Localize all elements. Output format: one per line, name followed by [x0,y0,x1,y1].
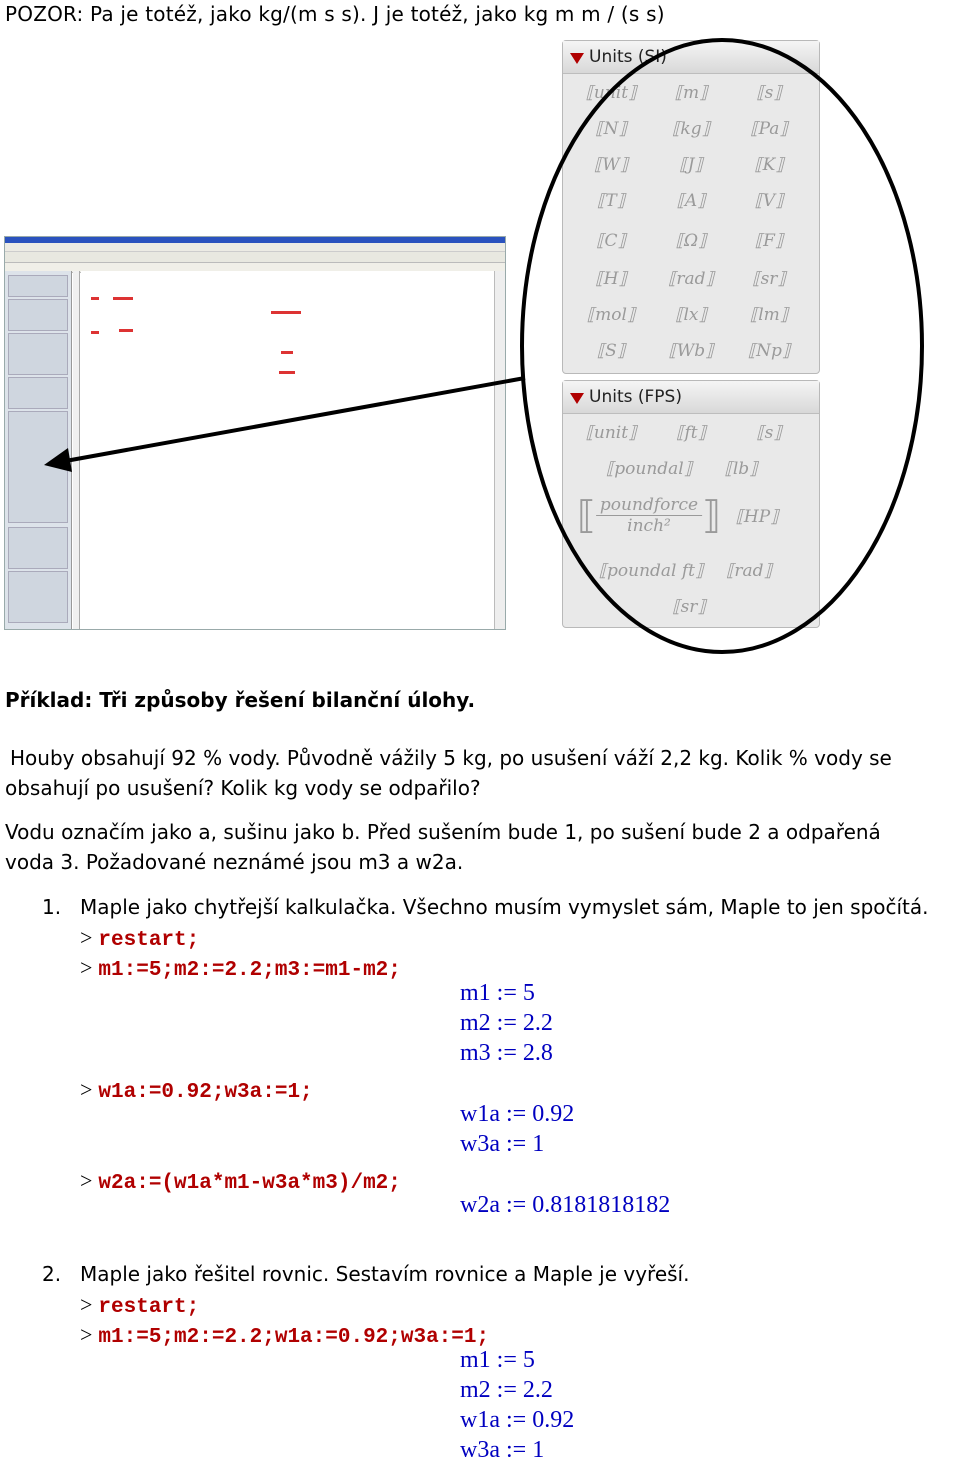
maple-output: w1a := 0.92 [460,1101,575,1127]
unit-button[interactable]: ⟦HP⟧ [735,507,779,527]
unit-button[interactable]: ⟦poundal⟧ [605,459,693,479]
maple-output: w2a := 0.8181818182 [460,1192,671,1218]
maple-output: w1a := 0.92 [460,1407,575,1433]
unit-button[interactable]: ⟦Np⟧ [747,341,791,361]
unit-button[interactable]: ⟦N⟧ [595,119,627,139]
unit-button[interactable]: ⟦F⟧ [754,231,784,251]
unit-button[interactable]: ⟦A⟧ [676,191,706,211]
maple-command: > w1a:=0.92;w3a:=1; [80,1077,313,1104]
annotation-overlay [0,0,960,700]
pointer-arrow-line [60,378,525,462]
maple-command: > m1:=5;m2:=2.2;w1a:=0.92;w3a:=1; [80,1322,490,1349]
maple-output: m1 := 5 [460,980,535,1006]
unit-button[interactable]: ⟦unit⟧ [585,83,637,103]
maple-command: > w2a:=(w1a*m1-w3a*m3)/m2; [80,1168,401,1195]
pointer-arrow-head [44,448,72,472]
unit-button[interactable]: ⟦T⟧ [596,191,626,211]
unit-button[interactable]: ⟦m⟧ [674,83,708,103]
unit-button[interactable]: ⟦Ω⟧ [675,231,707,251]
maple-output: w3a := 1 [460,1131,545,1157]
maple-command: > restart; [80,925,200,952]
item-2-text: Maple jako řešitel rovnic. Sestavím rovnice a Maple je vyřeší. [80,1262,690,1286]
unit-button[interactable]: ⟦sr⟧ [752,269,786,289]
unit-button[interactable]: ⟦rad⟧ [726,561,772,581]
unit-button[interactable]: ⟦S⟧ [596,341,626,361]
problem-line-1: Houby obsahují 92 % vody. Původně vážily 5 kg, po usušení váží 2,2 kg. Kolik % vody se [10,746,892,770]
unit-button[interactable]: ⟦ft⟧ [676,423,706,443]
unit-button[interactable]: ⟦mol⟧ [586,305,636,325]
unit-button[interactable]: ⟦s⟧ [756,423,782,443]
problem-line-2: obsahují po usušení? Kolik kg vody se odpařilo? [5,776,481,800]
unit-button[interactable]: ⟦lx⟧ [675,305,707,325]
unit-button[interactable]: ⟦lb⟧ [724,459,758,479]
item-1-text: Maple jako chytřejší kalkulačka. Všechno musím vymyslet sám, Maple to jen spočítá. [80,895,929,919]
unit-button[interactable]: ⟦Pa⟧ [750,119,788,139]
unit-button[interactable]: ⟦s⟧ [756,83,782,103]
unit-button[interactable]: ⟦Wb⟧ [668,341,714,361]
maple-command: > restart; [80,1292,200,1319]
unit-button[interactable]: ⟦unit⟧ [585,423,637,443]
unit-button[interactable]: ⟦sr⟧ [672,597,706,617]
units-si-title: Units (SI) [589,47,667,67]
unit-button[interactable]: ⟦lm⟧ [749,305,789,325]
maple-output: m3 := 2.8 [460,1040,553,1066]
unit-button[interactable]: ⟦poundal ft⟧ [598,561,704,581]
unit-button[interactable]: ⟦kg⟧ [671,119,711,139]
unit-button[interactable]: ⟦C⟧ [596,231,626,251]
maple-output: m2 := 2.2 [460,1377,553,1403]
unit-button[interactable]: ⟦V⟧ [754,191,784,211]
unit-button[interactable]: ⟦H⟧ [595,269,627,289]
maple-output: w3a := 1 [460,1437,545,1463]
item-2-number: 2. [42,1262,62,1286]
warning-note: POZOR: Pa je totéž, jako kg/(m s s). J je totéž, jako kg m m / (s s) [5,2,665,26]
highlight-ellipse [522,40,922,652]
unit-button[interactable]: ⟦rad⟧ [668,269,714,289]
example-heading: Příklad: Tři způsoby řešení bilanční úlohy. [5,688,476,712]
notation-line-2: voda 3. Požadované neznámé jsou m3 a w2a. [5,850,464,874]
unit-button[interactable]: ⟦W⟧ [593,155,629,175]
maple-output: m1 := 5 [460,1347,535,1373]
maple-output: m2 := 2.2 [460,1010,553,1036]
unit-button-fraction[interactable]: ⟦ poundforce inch² ⟧ [577,493,721,537]
item-1-number: 1. [42,895,62,919]
units-fps-title: Units (FPS) [589,387,682,407]
unit-button[interactable]: ⟦J⟧ [679,155,703,175]
maple-command: > m1:=5;m2:=2.2;m3:=m1-m2; [80,955,401,982]
notation-line-1: Vodu označím jako a, sušinu jako b. Před sušením bude 1, po sušení bude 2 a odpařená [5,820,881,844]
unit-button[interactable]: ⟦K⟧ [754,155,784,175]
